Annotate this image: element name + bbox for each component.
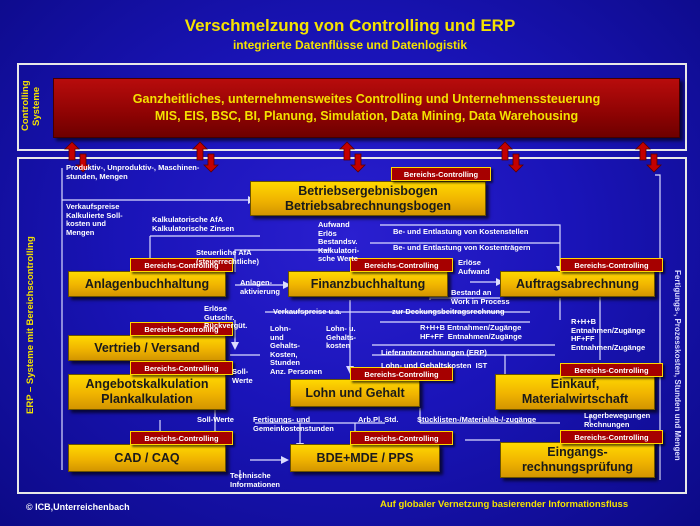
betriebsergebnisbogen-text: Betriebsergebnisbogen Betriebsabrechnungsbogen — [285, 183, 451, 213]
bde-mde-pps-text: BDE+MDE / PPS — [316, 450, 414, 465]
flow-label-lohn-gehalts: Lohn- und Gehalts- Kosten, Stunden Anz. Personen — [270, 324, 323, 376]
flow-label-aufwand: Aufwand Erlös Bestandsv. Kalkulatori- sche Werte — [318, 220, 360, 263]
bereichs-controlling-tag: Bereichs-Controlling — [350, 431, 453, 445]
bereichs-controlling-tag: Bereichs-Controlling — [560, 258, 663, 272]
arrow-pair-5 — [636, 142, 661, 172]
anlagenbuchhaltung-box — [68, 271, 226, 297]
enterprise-controlling-line2: MIS, EIS, BSC, BI, Planung, Simulation, Data Mining, Data Warehousing — [154, 109, 579, 123]
lohn-gehalt-text: Lohn und Gehalt — [305, 385, 405, 400]
auftragsabrechnung-text: Auftragsabrechnung — [516, 276, 639, 291]
bereichs-controlling-tag: Bereichs-Controlling — [350, 258, 453, 272]
network-caption-footer: Auf globaler Vernetzung basierender Informationsfluss — [380, 499, 629, 510]
auftragsabrechnung-box — [500, 271, 655, 297]
erp-systems-label: ERP – Systeme mit Bereichscontrolling — [25, 236, 36, 414]
einkauf-materialwirtschaft-box — [495, 374, 655, 410]
anlagenbuchhaltung-text: Anlagenbuchhaltung — [84, 276, 210, 291]
finanzbuchhaltung-text: Finanzbuchhaltung — [310, 276, 426, 291]
flow-label-rhb-entnahmen: R+H+B Entnahmen/Zugänge HF+FF Entnahmen/Zugänge — [420, 323, 522, 341]
page-subtitle: integrierte Datenflüsse und Datenlogistik — [232, 38, 468, 52]
eingangsrechnungspruefung-box — [500, 442, 655, 478]
flow-label-deckung: zur Deckungsbeitragsrechnung — [392, 307, 505, 316]
bereichs-controlling-tag: Bereichs-Controlling — [560, 363, 663, 377]
flow-label-lieferanten: Lieferantenrechnungen (ERP) — [381, 348, 487, 357]
flow-label-arb-pl: Arb.Pl. Std. — [358, 415, 399, 424]
flow-label-rhb-right: R+H+B Entnahmen/Zugänge HF+FF Entnahmen/Zugänge — [571, 317, 646, 352]
copyright-footer: © ICB,Unterreichenbach — [26, 502, 130, 512]
vertrieb-versand-box — [68, 335, 226, 361]
flow-label-erloese-gutschr: Erlöse Gutschr. Rückvergüt. — [204, 304, 248, 330]
finanzbuchhaltung-box — [288, 271, 448, 297]
cad-caq-text: CAD / CAQ — [114, 450, 180, 465]
flow-label-be-entlast-ktr: Be- und Entlastung von Kostenträgern — [393, 243, 531, 252]
bereichs-controlling-tag: Bereichs-Controlling — [560, 430, 663, 444]
cad-caq-box — [68, 444, 226, 472]
flow-label-anlagen-aktiv: Anlagen- aktivierung — [240, 278, 281, 296]
bereichs-controlling-tag: Bereichs-Controlling — [350, 367, 453, 381]
lohn-gehalt-box — [290, 379, 420, 407]
controlling-systems-label: Controlling Systeme — [20, 80, 42, 132]
angebotskalkulation-box — [68, 374, 226, 410]
vertrieb-versand-text: Vertrieb / Versand — [94, 340, 200, 355]
bereichs-controlling-tag: Bereichs-Controlling — [130, 258, 233, 272]
eingangsrechnungspruefung-text: Eingangs- rechnungsprüfung — [521, 445, 634, 474]
page-title: Verschmelzung von Controlling und ERP — [184, 16, 516, 35]
right-side-label: Fertigungs-, Prozesskosten, Stunden und Mengen — [673, 269, 682, 461]
flow-label-bestand-wip: Bestand an Work in Process — [451, 288, 510, 306]
bereichs-controlling-tag: Bereichs-Controlling — [130, 431, 233, 445]
angebotskalkulation-text: Angebotskalkulation Plankalkulation — [85, 377, 209, 406]
bereichs-controlling-tag: Bereichs-Controlling — [130, 361, 233, 375]
flow-label-erloese-aufwand: Erlöse Aufwand — [458, 258, 490, 276]
flow-label-steuerliche-afa: Steuerliche AfA (steuerrechtliche) — [196, 248, 259, 266]
flow-label-produktiv: Produktiv-, Unproduktiv-, Maschinen- stunden, Mengen — [66, 163, 200, 181]
flow-label-stuecklisten: Stücklisten-/Materialab-/-zugänge — [417, 415, 537, 424]
flow-label-be-entlast-kst: Be- und Entlastung von Kostenstellen — [393, 227, 529, 236]
arrow-pair-4 — [498, 142, 523, 172]
betriebsergebnisbogen-box — [250, 181, 486, 216]
flow-label-lohn-ist: Lohn- und Gehaltskosten IST — [381, 361, 488, 370]
flow-label-kalk-afa: Kalkulatorische AfA Kalkulatorische Zinsen — [152, 215, 235, 233]
bde-mde-pps-box — [290, 444, 440, 472]
flow-label-fertigungs: Fertigungs- und Gemeinkostenstunden — [253, 415, 334, 433]
einkauf-materialwirtschaft-text: Einkauf, Materialwirtschaft — [521, 377, 629, 406]
flow-label-lagerbewegungen: Lagerbewegungen Rechnungen — [584, 411, 651, 429]
flow-label-lohn-kosten: Lohn- u. Gehalts- kosten — [326, 324, 357, 350]
flow-label-soll-werte-1: Soll- Werte — [232, 367, 253, 385]
flow-label-soll-werte-2: Soll-Werte — [197, 415, 234, 424]
flow-label-technische: Technische Informationen — [230, 471, 280, 489]
flow-label-verkaufspreise: Verkaufspreise Kalkulierte Soll- kosten und Mengen — [66, 202, 123, 237]
bereichs-controlling-tag: Bereichs-Controlling — [391, 167, 491, 181]
arrow-pair-3 — [340, 142, 365, 172]
flow-label-verkaufspreise-ua: Verkaufspreise u.a. — [273, 307, 342, 316]
bereichs-controlling-tag: Bereichs-Controlling — [130, 322, 233, 336]
enterprise-controlling-line1: Ganzheitliches, unternehmensweites Controlling und Unternehmenssteuerung — [132, 92, 601, 106]
